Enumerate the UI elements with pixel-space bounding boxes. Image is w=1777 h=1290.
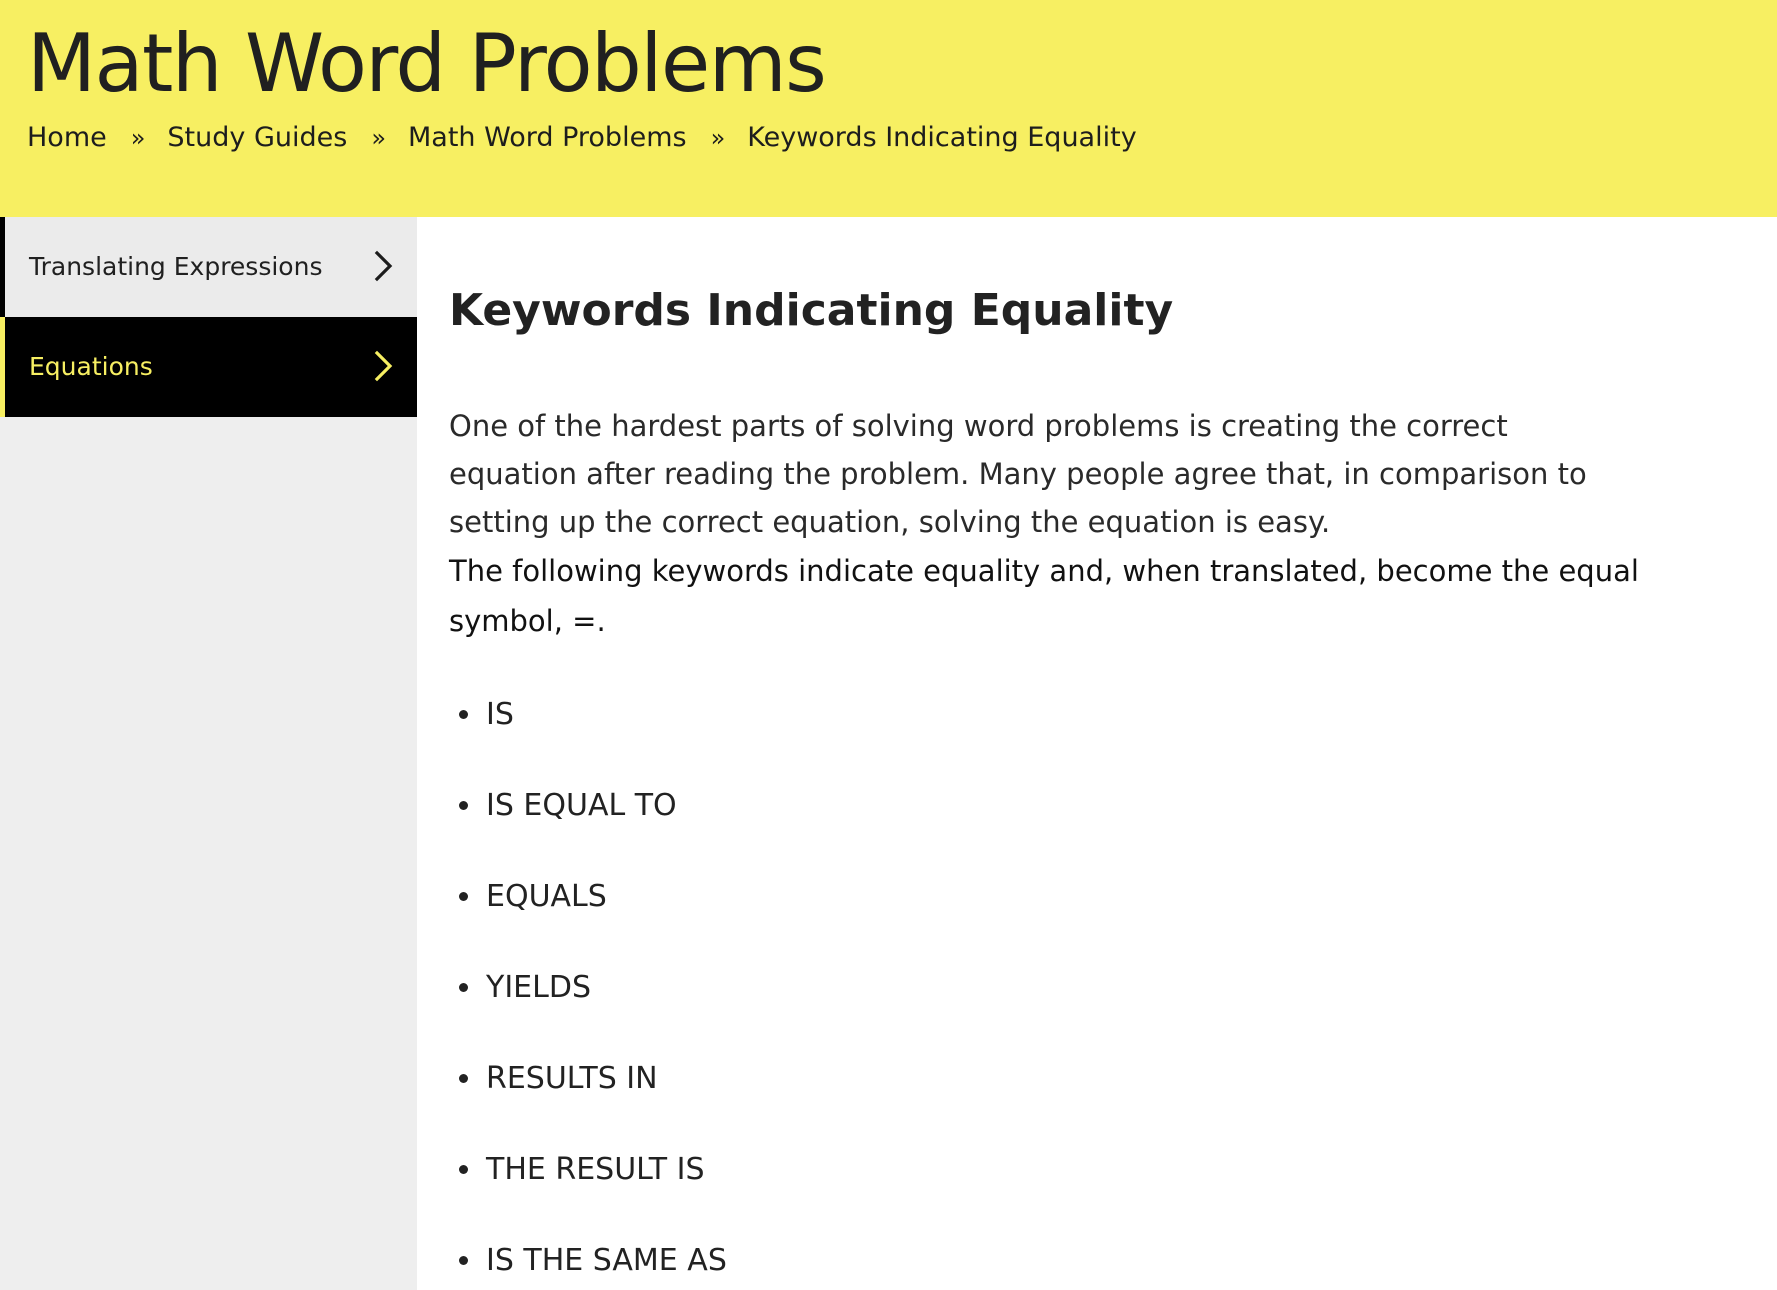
sidebar-item-equations[interactable] — [0, 317, 417, 417]
bullet-icon — [459, 1256, 468, 1265]
chevron-right-icon — [371, 348, 397, 384]
main-content — [417, 217, 1777, 1290]
chevron-right-icon — [371, 248, 397, 284]
bullet-icon — [459, 801, 468, 810]
keyword-text: RESULTS IN — [486, 1061, 658, 1096]
page-title: Keywords Indicating Equality — [449, 285, 1174, 336]
breadcrumb-home-link[interactable]: Home — [27, 122, 107, 153]
page-header — [0, 0, 1777, 217]
keyword-text: IS EQUAL TO — [486, 788, 677, 823]
breadcrumb-math-word-problems-link[interactable]: Math Word Problems — [408, 122, 687, 153]
sidebar-item-label: Translating Expressions — [29, 252, 323, 281]
keywords-description: The following keywords indicate equality and, when translated, become the equal symbol, =. — [449, 554, 1639, 638]
bullet-icon — [459, 892, 468, 901]
sidebar-item-label: Equations — [29, 352, 153, 381]
keyword-text: EQUALS — [486, 879, 607, 914]
breadcrumb-separator: » — [371, 124, 386, 152]
site-title: Math Word Problems — [27, 17, 826, 110]
keyword-text: THE RESULT IS — [486, 1152, 705, 1187]
keyword-text: YIELDS — [486, 970, 591, 1005]
bullet-icon — [459, 983, 468, 992]
breadcrumb-study-guides-link[interactable]: Study Guides — [167, 122, 348, 153]
keyword-text: IS THE SAME AS — [486, 1243, 727, 1278]
bullet-icon — [459, 710, 468, 719]
sidebar-item-translating-expressions[interactable] — [0, 217, 417, 317]
breadcrumb-separator: » — [710, 124, 726, 152]
keyword-text: IS — [486, 697, 514, 732]
bullet-icon — [459, 1165, 468, 1174]
breadcrumb-current-page: Keywords Indicating Equality — [747, 122, 1137, 153]
breadcrumb-separator: » — [130, 124, 146, 152]
intro-paragraph: One of the hardest parts of solving word problems is creating the correct equation after reading the problem. Many people agree that, in comparison to setting up the correct equation, solving the equation is easy. — [449, 409, 1587, 539]
bullet-icon — [459, 1074, 468, 1083]
sidebar — [0, 217, 417, 1290]
breadcrumb — [27, 120, 1137, 156]
